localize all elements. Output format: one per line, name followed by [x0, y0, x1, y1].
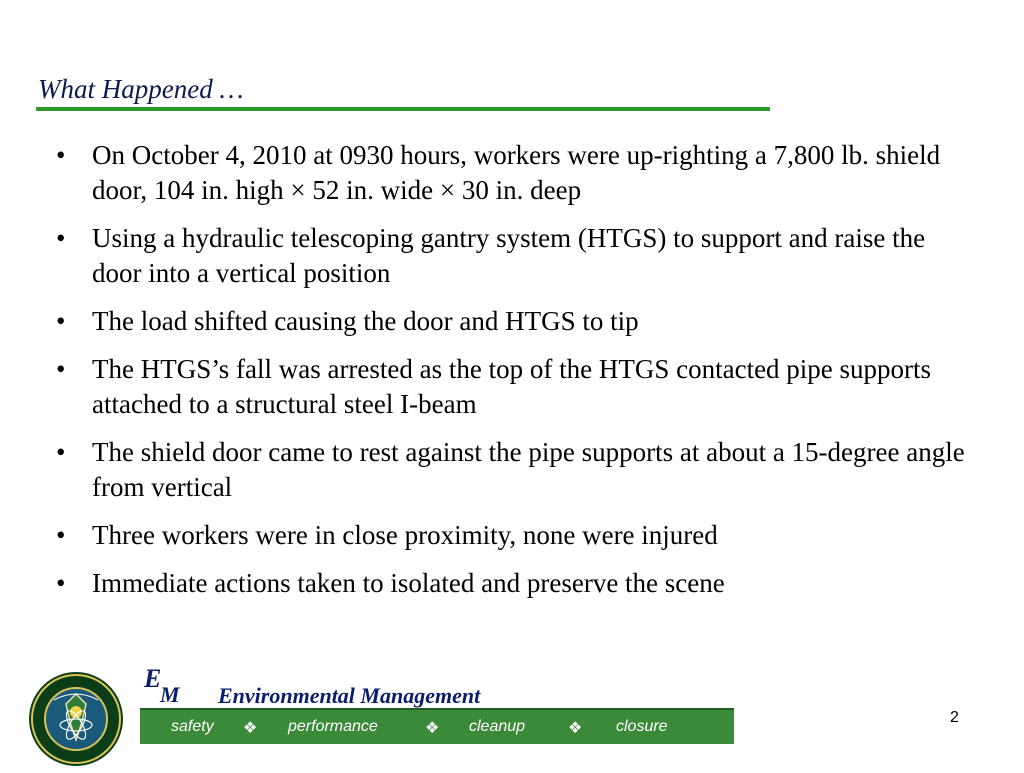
page-number: 2 [950, 709, 959, 726]
org-name: Environmental Management [218, 683, 480, 712]
bullet-dot: • [56, 520, 66, 550]
bar-item-performance: performance [288, 718, 378, 735]
bullet-text: The load shifted causing the door and HTGS to tip [92, 306, 639, 336]
doe-seal-icon [24, 670, 128, 768]
bar-item-closure: closure [616, 718, 668, 735]
bullet-item [56, 352, 976, 422]
slide-title: What Happened … [38, 74, 244, 104]
em-logo-m: M [160, 682, 180, 707]
bullet-text: Immediate actions taken to isolated and preserve the scene [92, 568, 725, 598]
bullet-text: The shield door came to rest against the pipe supports at about a 15-degree angle from vertical [92, 437, 965, 502]
bullet-text: The HTGS’s fall was arrested as the top of the HTGS contacted pipe supports attached to a structural steel I-beam [92, 354, 932, 419]
bullet-text: Three workers were in close proximity, none were injured [92, 520, 718, 550]
bullet-list [56, 138, 976, 614]
bar-item-cleanup: cleanup [469, 718, 526, 735]
bullet-item [56, 518, 976, 553]
em-logo [144, 664, 204, 707]
bar-separator: ❖ [568, 720, 583, 737]
bullet-dot: • [56, 306, 66, 336]
bullet-dot: • [56, 140, 66, 170]
bullet-dot: • [56, 568, 66, 598]
footer-bar [140, 708, 734, 744]
bullet-text: On October 4, 2010 at 0930 hours, workers were up-righting a 7,800 lb. shield door, 104 in. high × 52 in. wide × 30 in. deep [92, 140, 941, 205]
bullet-dot: • [56, 437, 66, 467]
bar-separator: ❖ [425, 720, 440, 737]
title-underline [36, 107, 770, 111]
bar-item-safety: safety [171, 718, 214, 735]
bullet-item [56, 221, 976, 291]
bar-separator: ❖ [243, 720, 258, 737]
bullet-dot: • [56, 223, 66, 253]
bullet-dot: • [56, 354, 66, 384]
bullet-item [56, 304, 976, 339]
em-logo-e: E [144, 664, 162, 693]
bullet-text: Using a hydraulic telescoping gantry system (HTGS) to support and raise the door into a vertical position [92, 223, 926, 288]
bullet-item [56, 435, 976, 505]
bullet-item [56, 566, 976, 601]
bullet-item [56, 138, 976, 208]
